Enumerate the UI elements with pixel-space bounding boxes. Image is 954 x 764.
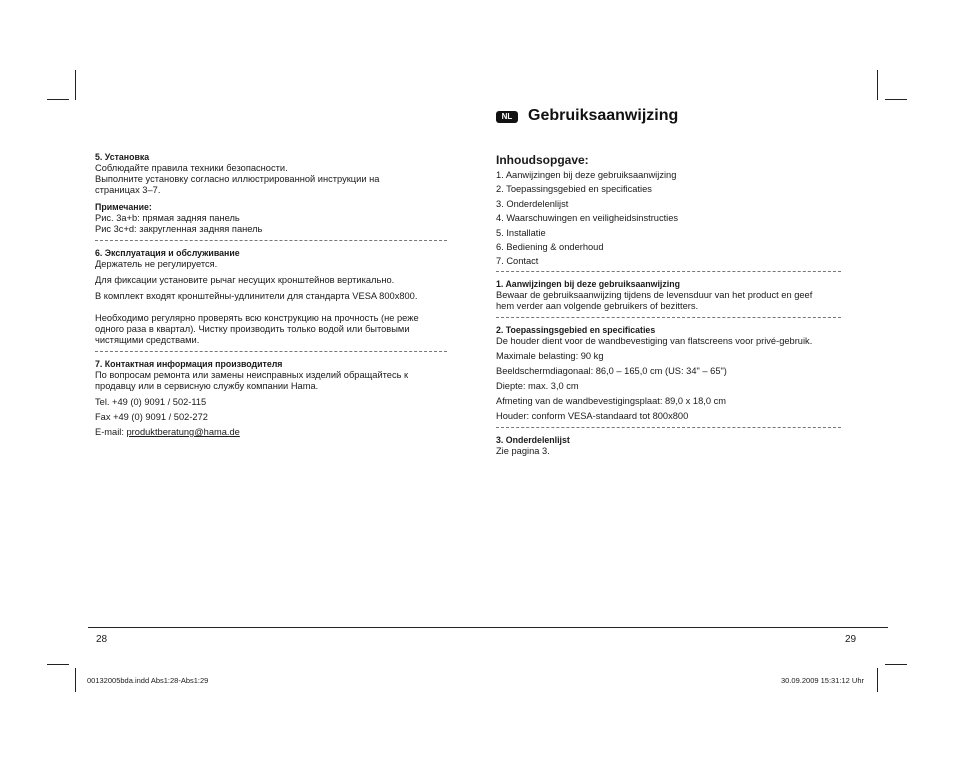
section-heading: 6. Эксплуатация и обслуживание (95, 248, 240, 258)
toc-item: 4. Waarschuwingen en veiligheidsinstructies (496, 213, 679, 224)
email-link[interactable]: produktberatung@hama.de (126, 427, 240, 437)
file-info: 00132005bda.indd Abs1:28-Abs1:29 (87, 676, 209, 685)
phone-number: Tel. +49 (0) 9091 / 502-115 (95, 397, 207, 407)
body-text: Для фиксации установите рычаг несущих кронштейнов вертикально. (95, 275, 395, 285)
section-divider (496, 317, 841, 318)
crop-mark (47, 664, 69, 665)
body-text: hem verder aan volgende gebruikers of bezitters. (496, 300, 699, 311)
body-text: чистящими средствами. (95, 335, 200, 345)
section-divider (496, 427, 841, 428)
toc-item: 3. Onderdelenlijst (496, 198, 569, 209)
section-divider (95, 351, 447, 352)
language-badge: NL (496, 111, 518, 123)
toc-item: 7. Contact (496, 256, 539, 267)
email-line (95, 427, 457, 438)
body-text: Рис. 3a+b: прямая задняя панель (95, 213, 240, 223)
toc-item: 5. Installatie (496, 227, 546, 238)
spec-item: Maximale belasting: 90 kg (496, 350, 604, 361)
crop-mark (877, 70, 878, 100)
table-of-contents (496, 170, 856, 267)
spec-item: Diepte: max. 3,0 cm (496, 380, 579, 391)
section-heading: 1. Aanwijzingen bij deze gebruiksaanwijzing (496, 278, 680, 289)
page-title: Gebruiksaanwijzing (528, 107, 679, 124)
section-divider (496, 271, 841, 272)
page-number-right: 29 (845, 634, 857, 645)
section-heading: 7. Контактная информация производителя (95, 359, 283, 369)
spec-item: Beeldschermdiagonaal: 86,0 – 165,0 cm (US: 34" – 65") (496, 365, 727, 376)
body-text: страницах 3–7. (95, 185, 161, 195)
email-label: E-mail: (95, 427, 127, 437)
toc-item: 6. Bediening & onderhoud (496, 241, 604, 252)
left-column (95, 152, 457, 438)
body-text: По вопросам ремонта или замены неисправных изделий обращайтесь к (95, 370, 409, 380)
section-heading: 5. Установка (95, 152, 150, 162)
body-text: одного раза в квартал). Чистку производить только водой или бытовыми (95, 324, 410, 334)
fax-number: Fax +49 (0) 9091 / 502-272 (95, 412, 208, 422)
crop-mark (47, 99, 69, 100)
crop-mark (885, 99, 907, 100)
footer-rule (88, 627, 888, 628)
toc-title: Inhoudsopgave: (496, 153, 589, 167)
body-text: Zie pagina 3. (496, 445, 550, 456)
section-heading: 2. Toepassingsgebied en specificaties (496, 324, 656, 335)
toc-item: 1. Aanwijzingen bij deze gebruiksaanwijzing (496, 170, 677, 180)
toc-item: 2. Toepassingsgebied en specificaties (496, 184, 652, 195)
body-text: Необходимо регулярно проверять всю конструкцию на прочность (не реже (95, 313, 419, 323)
crop-mark (75, 70, 76, 100)
crop-mark (75, 668, 76, 692)
note-heading: Примечание: (95, 202, 152, 212)
section-heading: 3. Onderdelenlijst (496, 434, 570, 445)
body-text: De houder dient voor de wandbevestiging van flatscreens voor privé-gebruik. (496, 335, 813, 346)
body-text: Выполните установку согласно иллюстрированной инструкции на (95, 174, 380, 184)
right-column (496, 153, 856, 457)
section-divider (95, 240, 447, 241)
print-timestamp: 30.09.2009 15:31:12 Uhr (781, 676, 864, 685)
crop-mark (885, 664, 907, 665)
body-text: продавцу или в сервисную службу компании Hama. (95, 381, 319, 391)
body-text: Держатель не регулируется. (95, 259, 218, 269)
body-text: Рис 3c+d: закругленная задняя панель (95, 224, 263, 234)
crop-mark (877, 668, 878, 692)
page-number-left: 28 (96, 634, 108, 645)
body-text: Bewaar de gebruiksaanwijzing tijdens de levensduur van het product en geef (496, 289, 813, 300)
spec-item: Houder: conform VESA-standaard tot 800x800 (496, 410, 689, 421)
body-text: Соблюдайте правила техники безопасности. (95, 163, 288, 173)
spec-item: Afmeting van de wandbevestigingsplaat: 89,0 x 18,0 cm (496, 395, 726, 406)
body-text: В комплект входят кронштейны-удлинители для стандарта VESA 800x800. (95, 291, 418, 301)
